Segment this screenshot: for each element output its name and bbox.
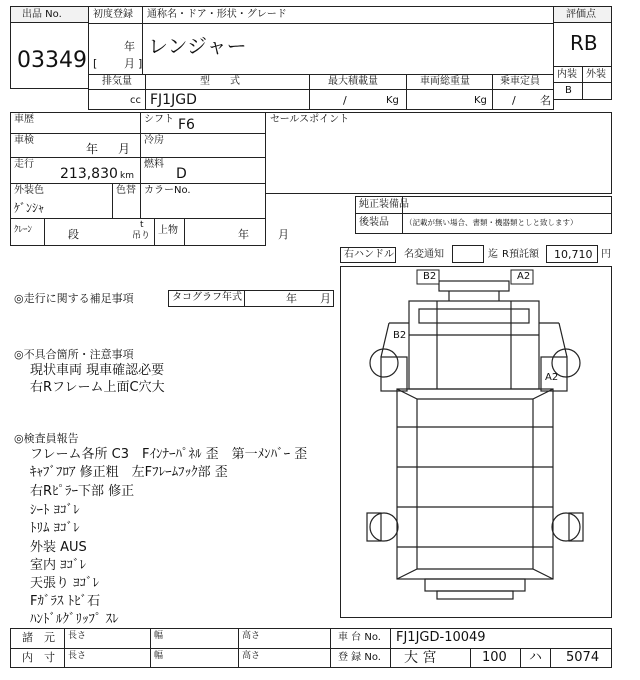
damage-mark: A2 — [517, 271, 531, 282]
crane-div-2 — [154, 218, 155, 246]
name-change-label: 名変通知 — [404, 249, 444, 260]
footer-div-7 — [520, 648, 521, 668]
model-code: FJ1JGD — [150, 92, 197, 108]
mileage-value: 213,830 — [60, 166, 118, 182]
person-unit: 名 — [540, 94, 551, 107]
details-line-2 — [10, 157, 266, 158]
footer-mid-line — [10, 648, 612, 649]
inspector-line: ﾊﾝﾄﾞﾙｸﾞﾘｯﾌﾟ ｽﾚ — [30, 612, 119, 627]
driving-title: ◎走行に関する補足事項 — [14, 292, 134, 305]
capacity-slash: / — [512, 94, 516, 107]
footer-div-4 — [330, 628, 331, 668]
reg-class: 100 — [482, 650, 507, 665]
shoen-length-label: 長さ — [68, 631, 87, 641]
spec-header-line — [88, 89, 554, 90]
car-name: レンジャー — [148, 34, 247, 58]
aftermarket-label: 後装品 — [359, 217, 389, 228]
chassis-value: FJ1JGD-10049 — [396, 630, 486, 645]
model-label: 通称名・ドア・形状・グレード — [147, 9, 287, 20]
rating-value: RB — [570, 31, 598, 55]
shoen-height-label: 高さ — [242, 631, 261, 641]
month-unit: 月 — [124, 57, 135, 70]
spec-div-2 — [309, 74, 310, 110]
name-change-box — [452, 245, 484, 263]
max-load-slash: / — [343, 94, 347, 107]
damage-mark: A2 — [545, 372, 559, 383]
reg-label: 登 録 No. — [338, 652, 381, 663]
inspector-line: 天張り ﾖｺﾞﾚ — [30, 576, 100, 591]
details-line-3 — [10, 183, 266, 184]
inspector-line: ｷｬﾌﾞﾌﾛｱ 修正粗 左Fﾌﾚｰﾑﾌｯｸ部 歪 — [30, 465, 228, 480]
until-mark: 迄 — [488, 249, 498, 260]
std-equip-label: 純正装備品 — [359, 199, 409, 210]
details-line-1 — [10, 133, 266, 134]
ext-color-value: ｹﾞﾝｼｬ — [14, 201, 45, 215]
interior-grade: B — [565, 85, 572, 96]
spec-div-3 — [406, 74, 407, 110]
deposit-label: R預託額 — [502, 249, 539, 260]
tachograph-div — [244, 290, 245, 307]
footer-div-5 — [390, 628, 391, 668]
deck-month-unit: 月 — [278, 228, 289, 241]
yen-unit: 円 — [601, 249, 611, 260]
deck-year-unit: 年 — [238, 228, 249, 241]
capacity-label: 乗車定員 — [500, 76, 540, 87]
year-unit: 年 — [124, 40, 135, 53]
inspection-year-unit: 年 — [86, 142, 99, 156]
t-label: t — [140, 220, 144, 230]
max-load-label: 最大積載量 — [328, 76, 378, 87]
gross-weight-label: 車両総重量 — [420, 76, 470, 87]
inspection-month-unit: 月 — [118, 142, 131, 156]
inspector-line: フレーム各所 C3 Fｲﾝﾅｰﾊﾟﾈﾙ 歪 第一ﾒﾝﾊﾞｰ 歪 — [30, 447, 308, 462]
defects-title: ◎不具合箇所・注意事項 — [14, 348, 134, 361]
truck-outline-icon — [341, 267, 611, 617]
displacement-label: 排気量 — [102, 76, 132, 87]
crane-label: ｸﾚｰﾝ — [14, 225, 33, 235]
first-reg-label: 初度登録 — [93, 9, 133, 20]
details-div-main — [140, 112, 141, 218]
gross-weight-unit: Kg — [474, 95, 487, 106]
rating-label: 評価点 — [566, 9, 596, 20]
mileage-label: 走行 — [14, 159, 34, 170]
fuel-value: D — [176, 166, 187, 182]
reg-kana: ハ — [529, 650, 543, 665]
inspector-line: 外装 AUS — [30, 540, 87, 555]
equipment-line — [355, 213, 612, 214]
inspector-line: ﾄﾘﾑ ﾖｺﾞﾚ — [30, 521, 80, 536]
naigai-label: 内 寸 — [22, 651, 55, 664]
footer-div-3 — [238, 628, 239, 668]
interior-label: 内装 — [557, 69, 577, 80]
damage-diagram — [340, 266, 612, 618]
lot-label: 出品 No. — [22, 9, 62, 20]
color-no-label: 色替 — [116, 185, 136, 196]
crane-div-1 — [44, 218, 45, 246]
crane-div-3 — [184, 218, 185, 246]
exterior-label: 外装 — [586, 69, 606, 80]
km-unit: km — [120, 171, 134, 181]
reg-number: 5074 — [566, 650, 600, 665]
hang-label: 吊り — [132, 231, 151, 241]
shoen-width-label: 幅 — [154, 631, 164, 641]
stage-label: 段 — [68, 228, 79, 241]
lot-number: 03349 — [17, 48, 87, 73]
aftermarket-note: （記載が無い場合、書類・機器類としと致します） — [405, 218, 578, 227]
deposit-value: 10,710 — [554, 248, 593, 261]
first-reg-divider — [142, 6, 143, 23]
chassis-label: 車 台 No. — [338, 632, 381, 643]
bracket-close: ] — [138, 57, 143, 70]
type-label: 型 式 — [200, 76, 240, 87]
first-reg-col-line — [142, 23, 143, 75]
ac-label: 冷房 — [144, 135, 164, 146]
color-divider — [112, 183, 113, 218]
shift-value: F6 — [178, 117, 195, 133]
inspector-line: ｼｰﾄ ﾖｺﾞﾚ — [30, 503, 80, 518]
shift-label: シフト — [144, 114, 174, 125]
sales-point-label: セールスポイント — [270, 114, 350, 125]
model-header-line — [88, 23, 554, 24]
damage-mark: B2 — [393, 330, 407, 341]
details-line-4 — [10, 218, 266, 219]
damage-mark: B2 — [423, 271, 437, 282]
inspector-line: Fｶﾞﾗｽ ﾄﾋﾞ石 — [30, 594, 101, 609]
right-handle-label: 右ハンドル — [344, 249, 394, 260]
shoen-label: 諸 元 — [22, 631, 55, 644]
defect-line: 右Rフレーム上面C穴大 — [30, 380, 165, 395]
defect-line: 現状車両 現車確認必要 — [30, 363, 165, 378]
tachograph-month-unit: 月 — [320, 292, 331, 305]
naigai-length-label: 長さ — [68, 651, 87, 661]
footer-div-6 — [470, 648, 471, 668]
tachograph-year-unit: 年 — [286, 292, 297, 305]
history-label: 車歴 — [14, 114, 34, 125]
inspector-line: 室内 ﾖｺﾞﾚ — [30, 558, 87, 573]
footer-div-1 — [64, 628, 65, 668]
inspector-title: ◎検査員報告 — [14, 432, 79, 445]
fuel-label: 燃料 — [144, 159, 164, 170]
max-load-unit: Kg — [386, 95, 399, 106]
naigai-height-label: 高さ — [242, 651, 261, 661]
cc-unit: cc — [130, 95, 141, 106]
footer-div-8 — [550, 648, 551, 668]
inspector-line: 右Rﾋﾟﾗｰ下部 修正 — [30, 484, 135, 499]
spec-div-4 — [492, 74, 493, 110]
color-code-label: カラーNo. — [144, 185, 191, 196]
deck-label: 上物 — [158, 225, 178, 236]
tachograph-label: タコグラフ年式 — [172, 292, 242, 303]
naigai-width-label: 幅 — [154, 651, 164, 661]
ext-color-label: 外装色 — [14, 185, 44, 196]
inspection-label: 車検 — [14, 135, 34, 146]
rating-sub-divider — [582, 66, 583, 100]
spec-div-1 — [145, 74, 146, 110]
reg-region: 大 宮 — [404, 650, 437, 666]
footer-div-2 — [150, 628, 151, 668]
bracket-open: [ — [93, 57, 98, 70]
